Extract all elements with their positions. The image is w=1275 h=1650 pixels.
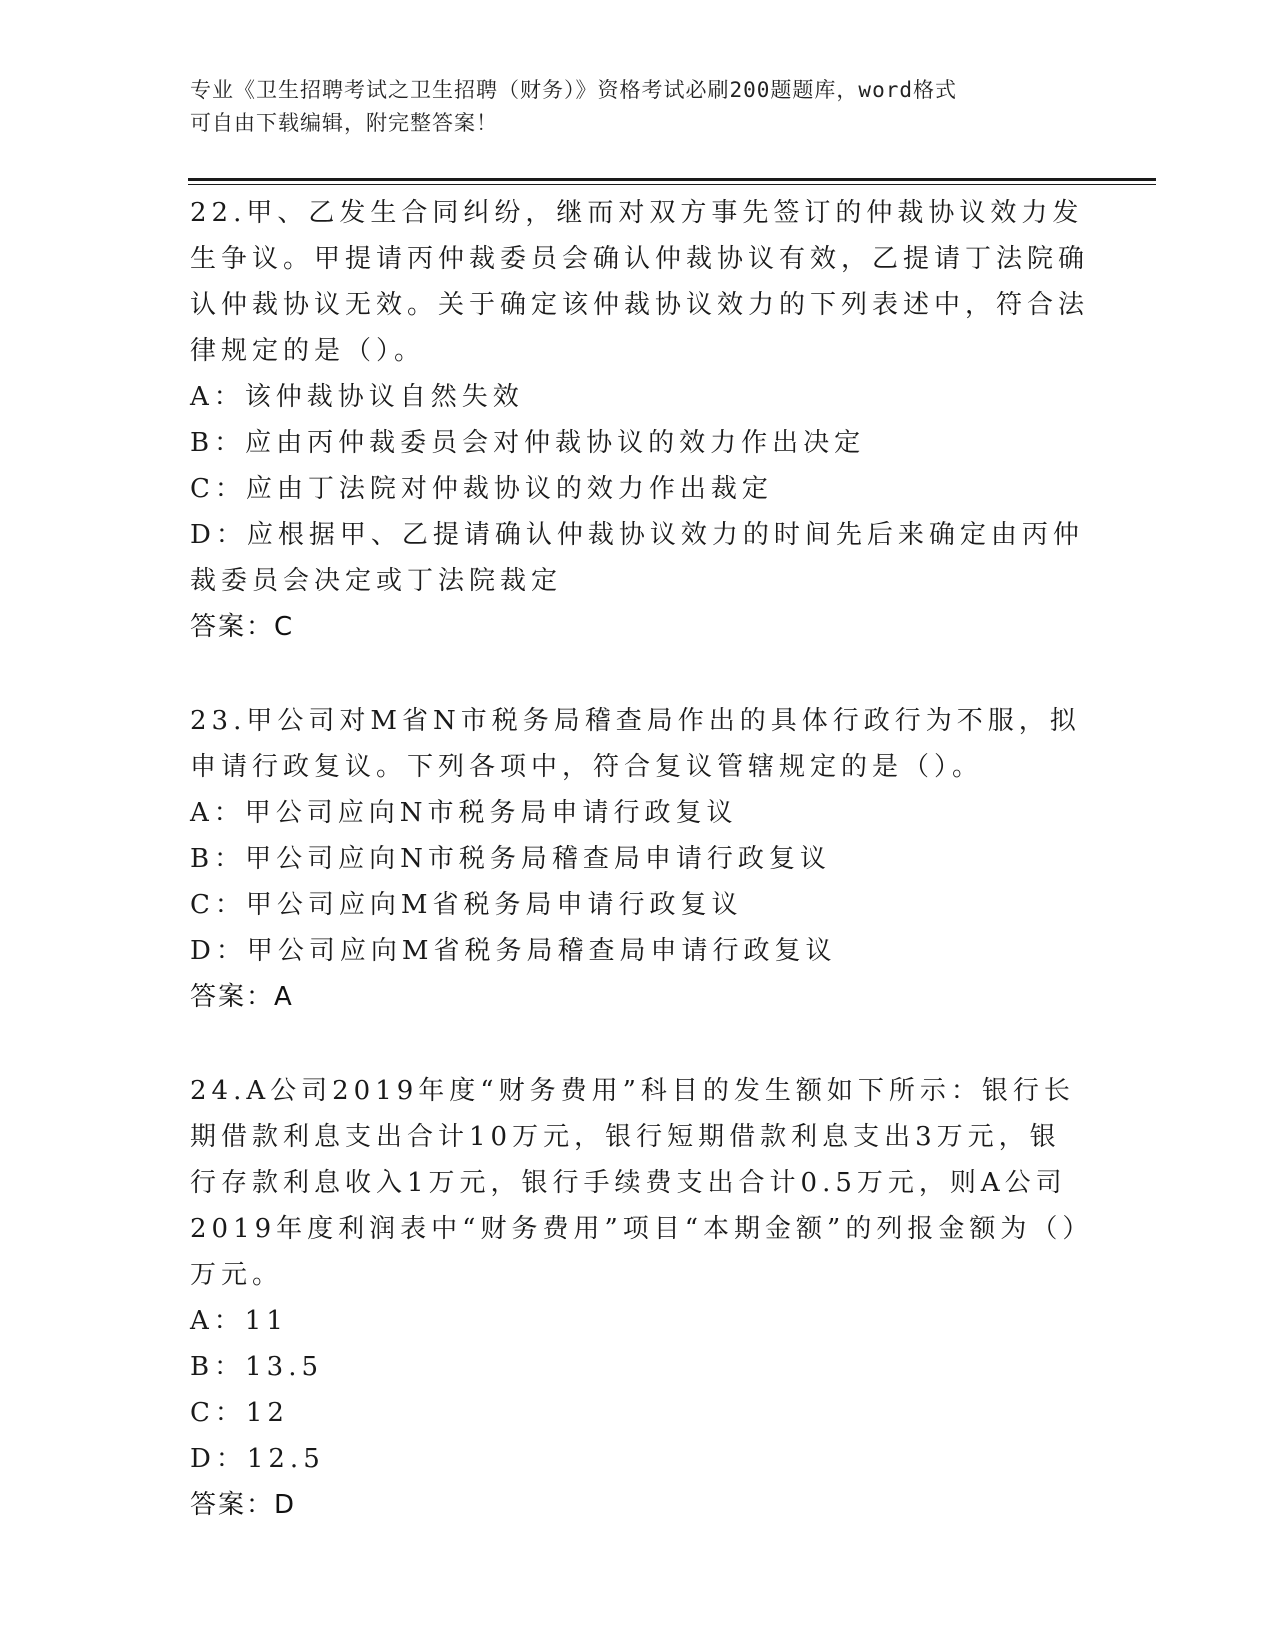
option-b: B：13.5 [190,1352,323,1382]
option-a: A：11 [190,1306,288,1336]
option-d: D：12.5 [190,1444,325,1474]
answer: 答案：D [190,1490,297,1520]
header-line-2: 可自由下载编辑，附完整答案！ [190,111,498,135]
document-header [190,74,1090,140]
question-24 [190,1068,1090,1528]
question-stem: 23.甲公司对M省N市税务局稽查局作出的具体行政行为不服，拟申请行政复议。下列各项中，符合复议管辖规定的是（）。 [190,706,1081,782]
option-a: A：甲公司应向N市税务局申请行政复议 [190,798,738,828]
option-b: B：甲公司应向N市税务局稽查局申请行政复议 [190,844,831,874]
option-d: D：甲公司应向M省税务局稽查局申请行政复议 [190,936,837,966]
header-rule-thick [188,178,1156,181]
question-22 [190,190,1090,650]
option-a: A：该仲裁协议自然失效 [190,382,524,412]
question-23 [190,698,1090,1020]
option-d: D：应根据甲、乙提请确认仲裁协议效力的时间先后来确定由丙仲裁委员会决定或丁法院裁定 [190,520,1084,596]
option-b: B：应由丙仲裁委员会对仲裁协议的效力作出决定 [190,428,866,458]
answer: 答案：C [190,612,295,642]
answer: 答案：A [190,982,294,1012]
header-line-1: 专业《卫生招聘考试之卫生招聘（财务）》资格考试必刷200题题库，word格式 [190,78,957,102]
option-c: C：甲公司应向M省税务局申请行政复议 [190,890,743,920]
question-list [190,190,1090,1576]
option-c: C：12 [190,1398,289,1428]
header-rule-thin [188,184,1156,185]
question-stem: 24.A公司2019年度“财务费用”科目的发生额如下所示：银行长期借款利息支出合计10万元，银行短期借款利息支出3万元，银行存款利息收入1万元，银行手续费支出合计0.5万元，则A公司2019年度利润表中“财务费用”项目“本期金额”的列报金额为（）万元。 [190,1076,1081,1290]
option-c: C：应由丁法院对仲裁协议的效力作出裁定 [190,474,773,504]
question-stem: 22.甲、乙发生合同纠纷，继而对双方事先签订的仲裁协议效力发生争议。甲提请丙仲裁委员会确认仲裁协议有效，乙提请丁法院确认仲裁协议无效。关于确定该仲裁协议效力的下列表述中，符合法律规定的是（）。 [190,198,1090,366]
